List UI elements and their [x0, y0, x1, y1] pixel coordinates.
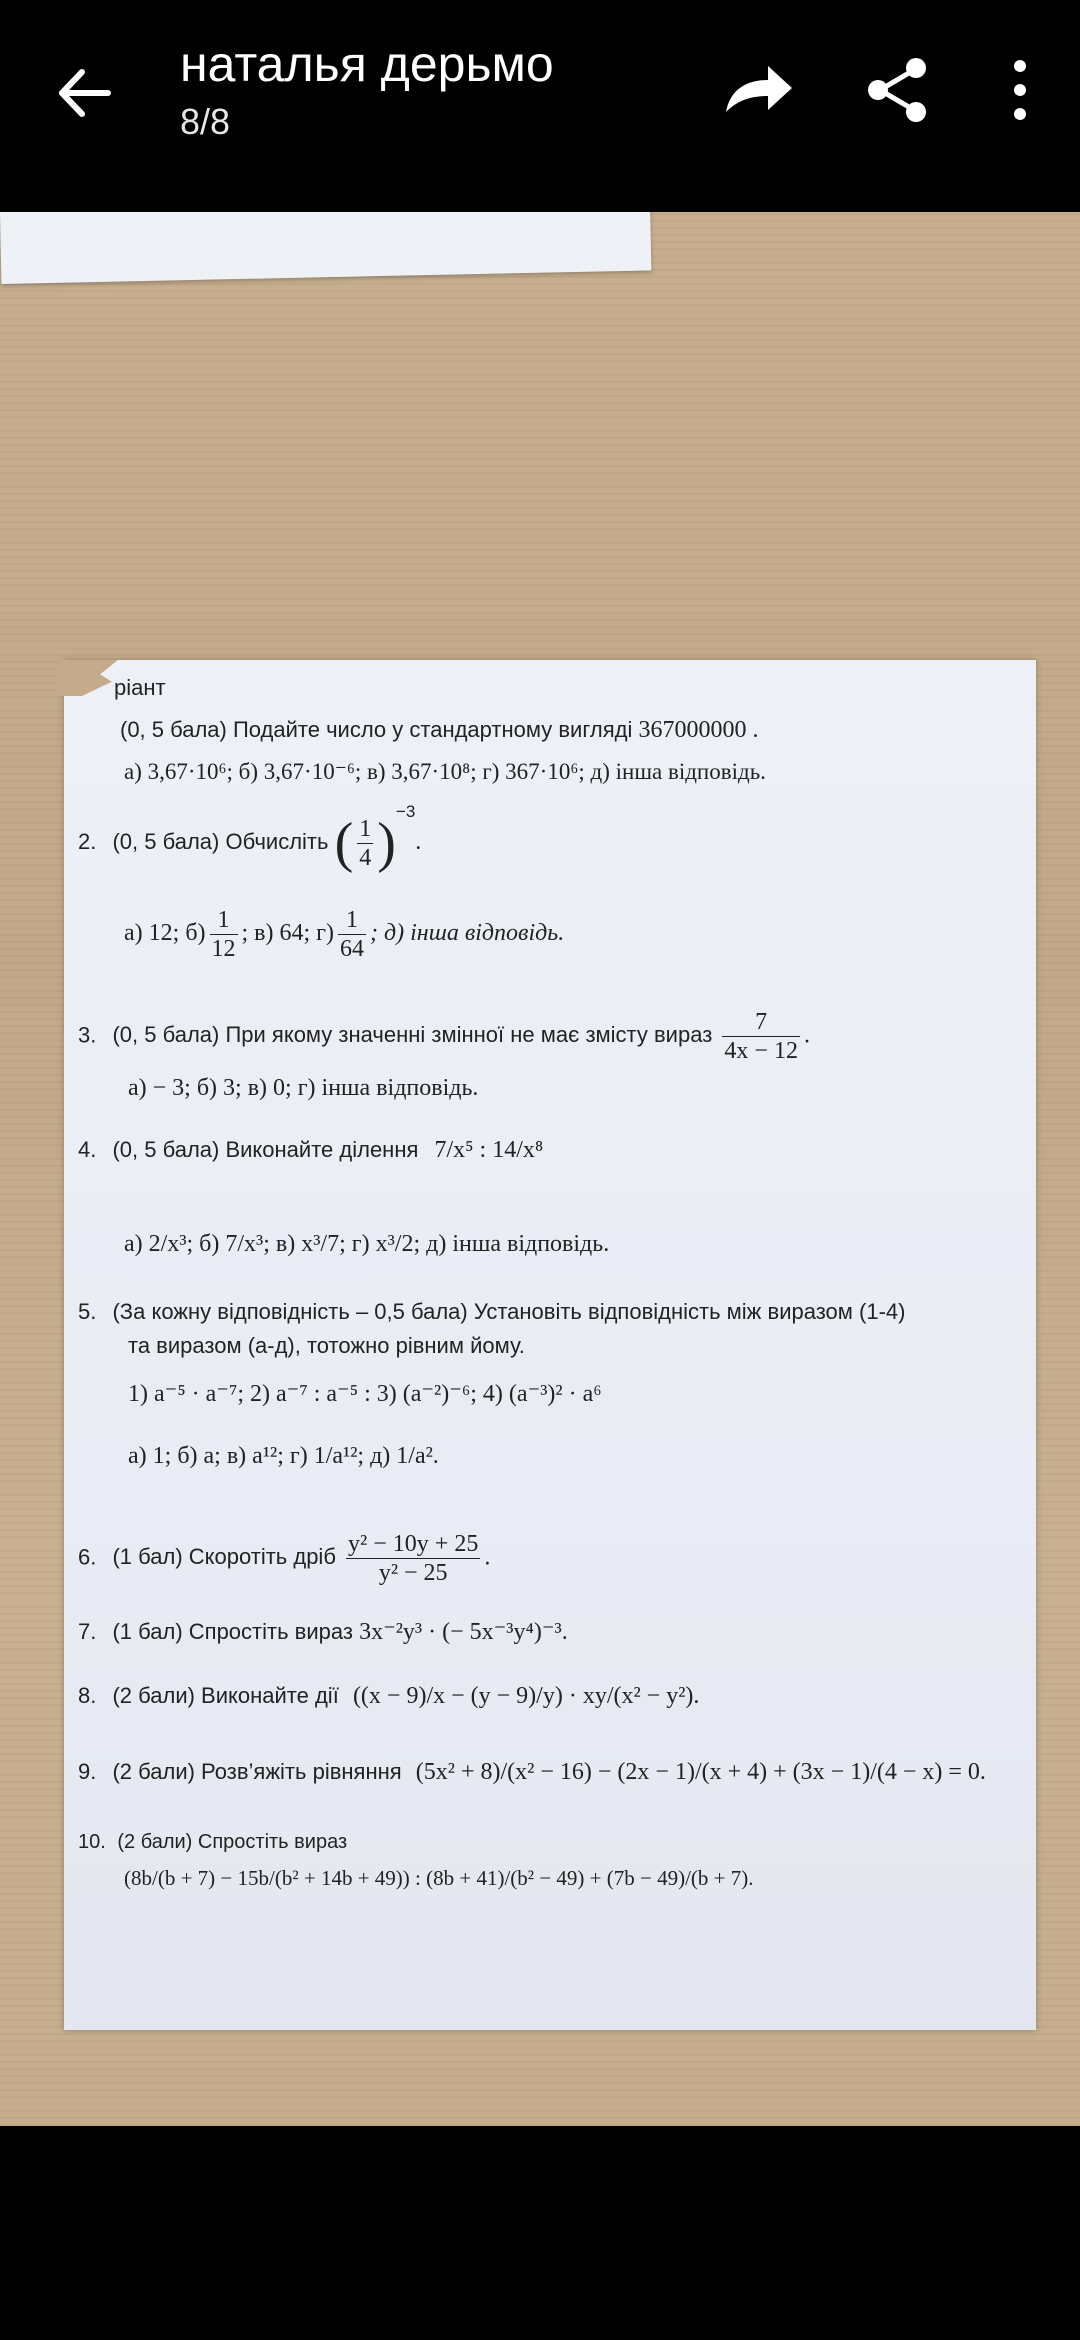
question-3-answers: а) − 3; б) 3; в) 0; г) інша відповідь. — [128, 1075, 479, 1101]
question-3-number: 3. — [78, 1022, 97, 1048]
question-6: 6. (1 бал) Скоротіть дріб $\frac{\text{y² − 10y + 25}}{\text{y² − 25}}$ . — [78, 1531, 491, 1586]
question-1-number: 367000000 . — [638, 717, 759, 743]
share-icon — [858, 50, 938, 130]
more-options-button[interactable] — [980, 50, 1060, 130]
paper-edge — [0, 212, 651, 284]
question-1-text: (0, 5 бала) Подайте число у стандартному вигляді — [120, 717, 633, 742]
question-5 — [78, 1298, 905, 1326]
question-1-answers: а) 3,67·10⁶; б) 3,67·10⁻⁶; в) 3,67·10⁸; г) 367·10⁶; д) інша відповідь. — [124, 759, 766, 784]
torn-corner — [58, 660, 118, 696]
question-5-expressions: 1) a⁻⁵ · a⁻⁷; 2) a⁻⁷ : a⁻⁵ : 3) (a⁻²)⁻⁶; 4) (a⁻³)² · a⁶ — [128, 1381, 602, 1407]
question-7 — [78, 1618, 568, 1646]
photo-view[interactable] — [0, 212, 1080, 2126]
question-7-expression: 3x⁻²y³ · (− 5x⁻³y⁴)⁻³. — [359, 1619, 568, 1645]
question-3-fraction: $\frac{7}{4x - 12}$ — [724, 1009, 798, 1064]
worksheet-paper — [64, 660, 1036, 2030]
question-5-line-2: та виразом (а-д), тотожно рівним йому. — [128, 1333, 525, 1358]
question-4-answers: а) 2/x³; б) 7/x³; в) x³/7; г) x³/2; д) інша відповідь. — [124, 1231, 610, 1257]
question-4 — [78, 1136, 543, 1164]
question-10-number: 10. — [78, 1831, 106, 1853]
question-7-number: 7. — [78, 1619, 97, 1644]
question-5-answers: а) 1; б) a; в) a¹²; г) 1/a¹²; д) 1/a². — [128, 1443, 439, 1469]
question-4-text: (0, 5 бала) Виконайте ділення — [112, 1137, 419, 1162]
question-6-fraction: $\frac{\text{y² − 10y + 25}}{\text{y² − 25}}$ — [348, 1531, 479, 1586]
question-2-text: (0, 5 бала) Обчисліть — [112, 829, 329, 854]
question-7-text: (1 бал) Спростіть вираз — [112, 1619, 353, 1644]
question-6-text: (1 бал) Скоротіть дріб — [112, 1544, 336, 1570]
question-8 — [78, 1682, 699, 1710]
more-vert-icon — [980, 50, 1060, 130]
variant-header: ріант — [114, 675, 166, 700]
question-4-number: 4. — [78, 1137, 97, 1162]
question-1 — [120, 716, 758, 744]
bottom-bar — [0, 2126, 1080, 2340]
question-10-expression: (8b/(b + 7) − 15b/(b² + 14b + 49)) : (8b + 41)/(b² − 49) + (7b − 49)/(b + 7). — [124, 1866, 754, 1890]
question-9-number: 9. — [78, 1759, 97, 1784]
question-8-expression: ((x − 9)/x − (y − 9)/y) · xy/(x² − y²). — [352, 1683, 700, 1709]
question-8-text: (2 бали) Виконайте дії — [112, 1683, 339, 1708]
question-4-expression: 7/x⁵ : 14/x⁸ — [434, 1137, 544, 1163]
back-button[interactable] — [50, 58, 120, 128]
forward-icon — [718, 50, 798, 130]
question-2: 2. (0, 5 бала) Обчисліть ( $\frac{1}{4}$ )$^{-3}$. — [78, 802, 422, 875]
app-bar — [0, 0, 1080, 212]
question-8-number: 8. — [78, 1683, 97, 1708]
question-2-power: −3 — [395, 802, 416, 821]
question-10 — [78, 1828, 347, 1856]
page-title: наталья дерьмо — [180, 36, 554, 92]
question-9-text: (2 бали) Розв’яжіть рівняння — [112, 1759, 402, 1784]
question-5-line-1: (За кожну відповідність – 0,5 бала) Установіть відповідність між виразом (1-4) — [112, 1299, 906, 1324]
question-3: 3. (0, 5 бала) При якому значенні змінної не має змісту вираз $\frac{7}{4x - 12}$ . — [78, 1009, 810, 1064]
share-button[interactable] — [858, 50, 938, 130]
page-counter: 8/8 — [180, 101, 231, 142]
question-3-text: (0, 5 бала) При якому значенні змінної не має змісту вираз — [112, 1022, 713, 1048]
question-6-number: 6. — [78, 1544, 97, 1570]
question-2-number: 2. — [78, 829, 97, 854]
question-2-fraction: $\frac{1}{4}$ — [359, 815, 372, 871]
question-10-text: (2 бали) Спростіть вираз — [117, 1831, 348, 1853]
question-5-number: 5. — [78, 1299, 97, 1324]
forward-button[interactable] — [718, 50, 798, 130]
question-9 — [78, 1758, 986, 1786]
back-arrow-icon — [50, 58, 120, 128]
question-9-expression: (5x² + 8)/(x² − 16) − (2x − 1)/(x + 4) + (3x − 1)/(4 − x) = 0. — [415, 1759, 986, 1785]
question-2-answers: а) 12; б) $\frac{1}{12}$ ; в) 64; г) $\frac{1}{64}$ ; д) інша відповідь. — [124, 907, 565, 962]
